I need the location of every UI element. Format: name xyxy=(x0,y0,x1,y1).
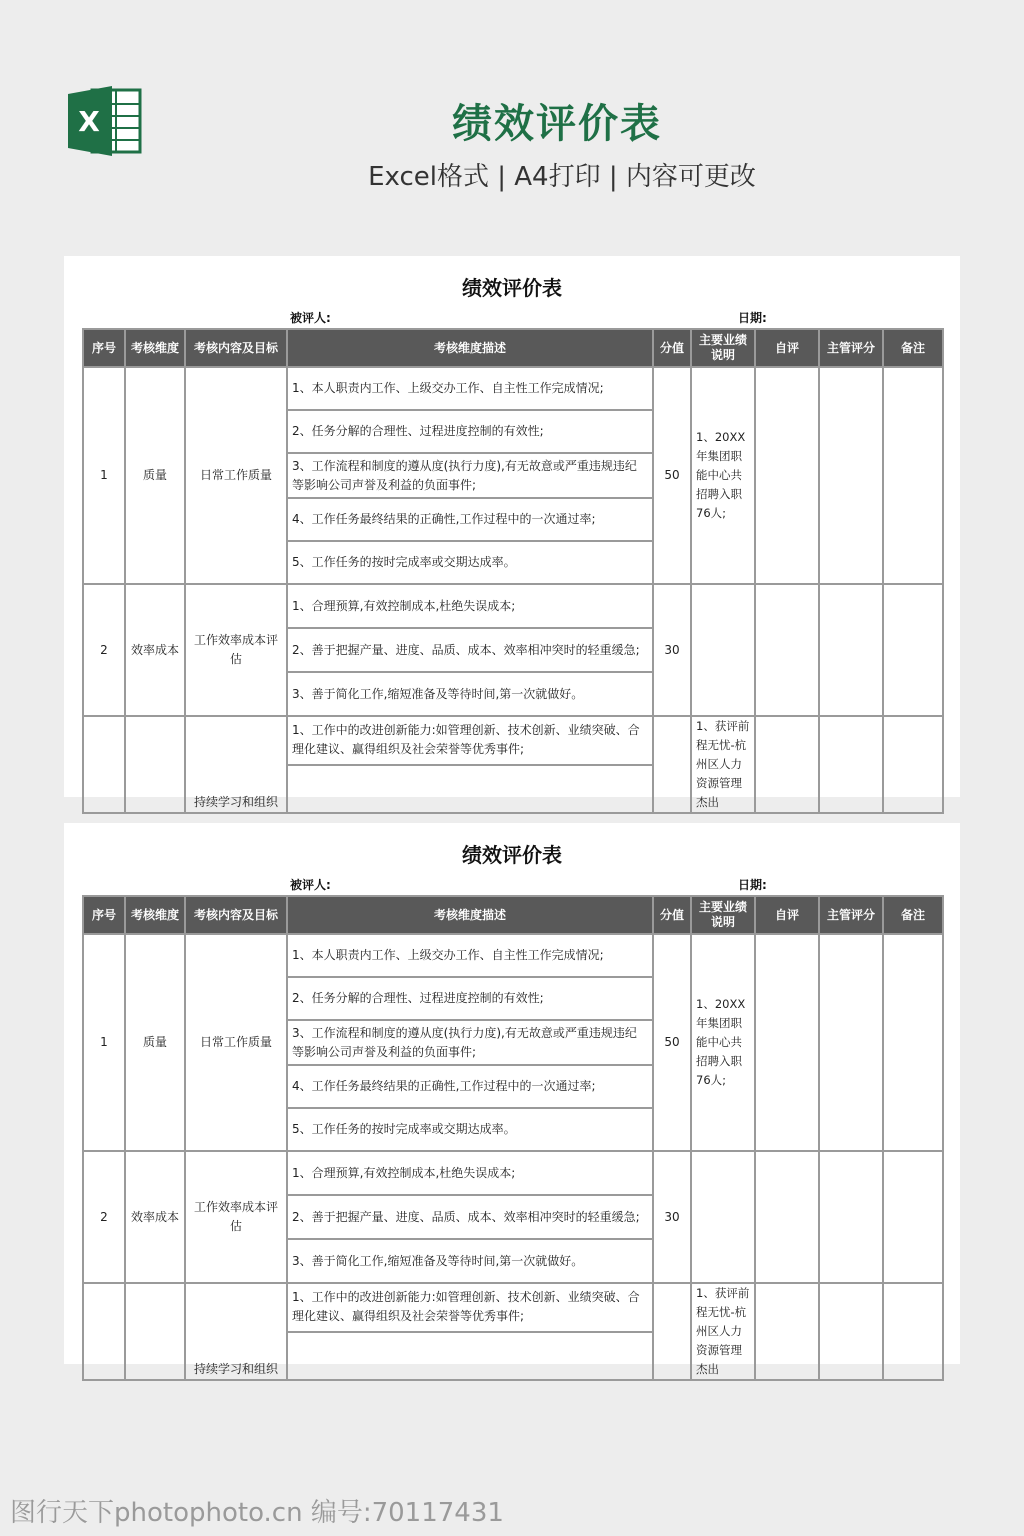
content-cell[interactable]: 持续学习和组织 xyxy=(185,716,287,813)
remark-cell[interactable] xyxy=(883,934,943,1151)
column-header: 考核内容及目标 xyxy=(185,896,287,934)
description-cell[interactable]: 2、善于把握产量、进度、品质、成本、效率相冲突时的轻重缓急; xyxy=(287,1195,653,1239)
column-header: 自评 xyxy=(755,896,819,934)
self-score-cell[interactable] xyxy=(755,716,819,813)
column-header: 考核维度 xyxy=(125,329,185,367)
dimension-cell[interactable]: 质量 xyxy=(125,367,185,584)
description-cell[interactable]: 1、工作中的改进创新能力:如管理创新、技术创新、业绩突破、合理化建议、赢得组织及社会荣誉等优秀事件; xyxy=(287,716,653,765)
description-cell[interactable]: 2、任务分解的合理性、过程进度控制的有效性; xyxy=(287,977,653,1020)
table-row xyxy=(83,934,943,977)
description-cell[interactable]: 4、工作任务最终结果的正确性,工作过程中的一次通过率; xyxy=(287,498,653,541)
table-row xyxy=(83,1151,943,1195)
content-cell[interactable]: 日常工作质量 xyxy=(185,367,287,584)
self-score-cell[interactable] xyxy=(755,934,819,1151)
index-cell[interactable]: 1 xyxy=(83,367,125,584)
description-cell[interactable]: 3、善于简化工作,缩短准备及等待时间,第一次就做好。 xyxy=(287,672,653,716)
column-header: 主要业绩说明 xyxy=(691,329,755,367)
column-header: 自评 xyxy=(755,329,819,367)
evaluatee-label: 被评人: xyxy=(290,878,331,892)
sheet-preview-1 xyxy=(64,256,960,809)
table-row xyxy=(83,584,943,628)
description-cell[interactable]: 4、工作任务最终结果的正确性,工作过程中的一次通过率; xyxy=(287,1065,653,1108)
table-header-row xyxy=(83,896,943,934)
score-cell[interactable]: 50 xyxy=(653,934,691,1151)
logo-letter: X xyxy=(78,105,100,138)
manager-score-cell[interactable] xyxy=(819,1283,883,1380)
evaluation-table xyxy=(82,328,944,814)
performance-note-cell[interactable]: 1、获评前程无忧-杭州区人力资源管理杰出 xyxy=(691,716,755,813)
dimension-cell[interactable] xyxy=(125,716,185,813)
performance-note-cell[interactable]: 1、20XX年集团职能中心共招聘入职76人; xyxy=(691,934,755,1151)
description-cell[interactable]: 1、工作中的改进创新能力:如管理创新、技术创新、业绩突破、合理化建议、赢得组织及社会荣誉等优秀事件; xyxy=(287,1283,653,1332)
sheet-preview-2 xyxy=(64,823,960,1376)
sheet-title: 绩效评价表 xyxy=(462,276,562,300)
column-header: 主要业绩说明 xyxy=(691,896,755,934)
description-cell[interactable]: 2、任务分解的合理性、过程进度控制的有效性; xyxy=(287,410,653,453)
remark-cell[interactable] xyxy=(883,367,943,584)
remark-cell[interactable] xyxy=(883,716,943,813)
dimension-cell[interactable]: 效率成本 xyxy=(125,584,185,716)
score-cell[interactable] xyxy=(653,716,691,813)
table-row xyxy=(83,716,943,765)
page-subtitle: Excel格式 | A4打印 | 内容可更改 xyxy=(368,162,756,192)
description-cell[interactable] xyxy=(287,765,653,814)
description-cell[interactable]: 5、工作任务的按时完成率或交期达成率。 xyxy=(287,541,653,584)
self-score-cell[interactable] xyxy=(755,584,819,716)
date-label: 日期: xyxy=(738,878,767,892)
content-cell[interactable]: 持续学习和组织 xyxy=(185,1283,287,1380)
description-cell[interactable]: 3、工作流程和制度的遵从度(执行力度),有无故意或严重违规违纪等影响公司声誉及利益的负面事件; xyxy=(287,1020,653,1065)
description-cell[interactable]: 1、本人职责内工作、上级交办工作、自主性工作完成情况; xyxy=(287,934,653,977)
index-cell[interactable]: 1 xyxy=(83,934,125,1151)
column-header: 考核内容及目标 xyxy=(185,329,287,367)
score-cell[interactable]: 30 xyxy=(653,1151,691,1283)
page-title: 绩效评价表 xyxy=(452,101,662,147)
table-row xyxy=(83,1283,943,1332)
manager-score-cell[interactable] xyxy=(819,716,883,813)
index-cell[interactable]: 2 xyxy=(83,1151,125,1283)
self-score-cell[interactable] xyxy=(755,1151,819,1283)
evaluation-table xyxy=(82,895,944,1381)
column-header: 分值 xyxy=(653,329,691,367)
description-cell[interactable] xyxy=(287,1332,653,1381)
remark-cell[interactable] xyxy=(883,584,943,716)
dimension-cell[interactable]: 质量 xyxy=(125,934,185,1151)
description-cell[interactable]: 1、合理预算,有效控制成本,杜绝失误成本; xyxy=(287,584,653,628)
content-cell[interactable]: 工作效率成本评估 xyxy=(185,1151,287,1283)
index-cell[interactable] xyxy=(83,1283,125,1380)
index-cell[interactable] xyxy=(83,716,125,813)
manager-score-cell[interactable] xyxy=(819,934,883,1151)
dimension-cell[interactable] xyxy=(125,1283,185,1380)
remark-cell[interactable] xyxy=(883,1283,943,1380)
column-header: 序号 xyxy=(83,896,125,934)
dimension-cell[interactable]: 效率成本 xyxy=(125,1151,185,1283)
performance-note-cell[interactable] xyxy=(691,1151,755,1283)
performance-note-cell[interactable] xyxy=(691,584,755,716)
self-score-cell[interactable] xyxy=(755,367,819,584)
column-header: 备注 xyxy=(883,329,943,367)
score-cell[interactable]: 50 xyxy=(653,367,691,584)
description-cell[interactable]: 3、工作流程和制度的遵从度(执行力度),有无故意或严重违规违纪等影响公司声誉及利益的负面事件; xyxy=(287,453,653,498)
evaluatee-label: 被评人: xyxy=(290,311,331,325)
column-header: 考核维度 xyxy=(125,896,185,934)
score-cell[interactable] xyxy=(653,1283,691,1380)
page-header xyxy=(0,0,1024,220)
description-cell[interactable]: 3、善于简化工作,缩短准备及等待时间,第一次就做好。 xyxy=(287,1239,653,1283)
column-header: 主管评分 xyxy=(819,896,883,934)
manager-score-cell[interactable] xyxy=(819,367,883,584)
score-cell[interactable]: 30 xyxy=(653,584,691,716)
content-cell[interactable]: 日常工作质量 xyxy=(185,934,287,1151)
watermark: 图行天下photophoto.cn 编号:70117431 xyxy=(10,1498,504,1528)
column-header: 分值 xyxy=(653,896,691,934)
column-header: 备注 xyxy=(883,896,943,934)
sheet-title: 绩效评价表 xyxy=(462,843,562,867)
description-cell[interactable]: 1、合理预算,有效控制成本,杜绝失误成本; xyxy=(287,1151,653,1195)
self-score-cell[interactable] xyxy=(755,1283,819,1380)
description-cell[interactable]: 5、工作任务的按时完成率或交期达成率。 xyxy=(287,1108,653,1151)
index-cell[interactable]: 2 xyxy=(83,584,125,716)
manager-score-cell[interactable] xyxy=(819,584,883,716)
performance-note-cell[interactable]: 1、20XX年集团职能中心共招聘入职76人; xyxy=(691,367,755,584)
column-header: 考核维度描述 xyxy=(287,896,653,934)
date-label: 日期: xyxy=(738,311,767,325)
column-header: 主管评分 xyxy=(819,329,883,367)
description-cell[interactable]: 2、善于把握产量、进度、品质、成本、效率相冲突时的轻重缓急; xyxy=(287,628,653,672)
column-header: 考核维度描述 xyxy=(287,329,653,367)
table-row xyxy=(83,367,943,410)
table-header-row xyxy=(83,329,943,367)
column-header: 序号 xyxy=(83,329,125,367)
remark-cell[interactable] xyxy=(883,1151,943,1283)
manager-score-cell[interactable] xyxy=(819,1151,883,1283)
description-cell[interactable]: 1、本人职责内工作、上级交办工作、自主性工作完成情况; xyxy=(287,367,653,410)
content-cell[interactable]: 工作效率成本评估 xyxy=(185,584,287,716)
performance-note-cell[interactable]: 1、获评前程无忧-杭州区人力资源管理杰出 xyxy=(691,1283,755,1380)
